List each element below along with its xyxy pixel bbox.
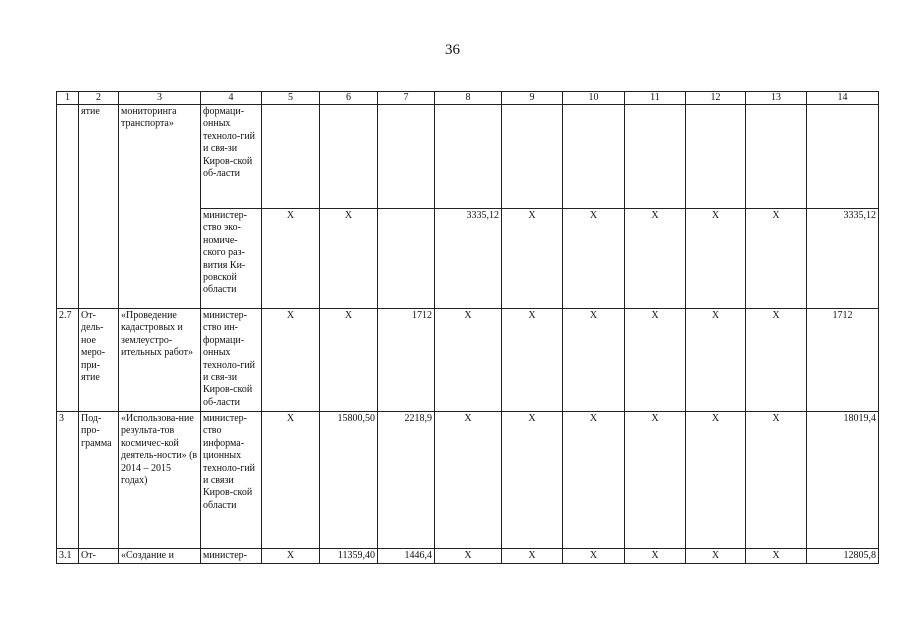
- cell-value: X: [686, 412, 746, 549]
- cell-executor: министер-ство информа-ционных техноло-гий и связи Киров-ской области: [201, 412, 262, 549]
- cell-value: 1712: [378, 309, 435, 412]
- cell-value: [563, 105, 625, 209]
- cell-value: X: [502, 309, 563, 412]
- col-header: 6: [320, 92, 378, 105]
- cell-value: [686, 105, 746, 209]
- col-header: 9: [502, 92, 563, 105]
- cell-value: 1712: [807, 309, 879, 412]
- col-header: 11: [625, 92, 686, 105]
- cell-value: X: [435, 309, 502, 412]
- cell-value: [807, 105, 879, 209]
- cell-value: X: [625, 309, 686, 412]
- col-header: 1: [57, 92, 79, 105]
- cell-value: X: [435, 412, 502, 549]
- table-row: [57, 309, 879, 412]
- cell-value: [320, 105, 378, 209]
- cell-value: [435, 105, 502, 209]
- col-header: 5: [262, 92, 320, 105]
- cell-number: [57, 105, 79, 309]
- cell-name: мониторинга транспорта»: [119, 105, 201, 309]
- cell-value: 11359,40: [320, 549, 378, 564]
- cell-value: X: [502, 549, 563, 564]
- cell-value: X: [746, 209, 807, 309]
- cell-executor: министер-ство эко-номиче-ского раз-вития Ки-ровской области: [201, 209, 262, 309]
- cell-value: X: [746, 412, 807, 549]
- page-number: 36: [445, 42, 460, 58]
- cell-number: 2.7: [57, 309, 79, 412]
- cell-value: [378, 105, 435, 209]
- cell-value: 2218,9: [378, 412, 435, 549]
- cell-value: X: [746, 549, 807, 564]
- cell-type: От-: [79, 549, 119, 564]
- col-header: 8: [435, 92, 502, 105]
- cell-value: X: [563, 309, 625, 412]
- cell-value: [262, 105, 320, 209]
- cell-type: Под-про-грамма: [79, 412, 119, 549]
- table-row: [57, 412, 879, 549]
- col-header: 3: [119, 92, 201, 105]
- col-header: 4: [201, 92, 262, 105]
- cell-value: X: [320, 309, 378, 412]
- cell-value: 15800,50: [320, 412, 378, 549]
- col-header: 10: [563, 92, 625, 105]
- cell-type: От-дель-ное меро-при-ятие: [79, 309, 119, 412]
- table-row: [57, 105, 879, 209]
- cell-value: X: [746, 309, 807, 412]
- cell-value: X: [686, 549, 746, 564]
- cell-value: X: [625, 412, 686, 549]
- cell-value: 12805,8: [807, 549, 879, 564]
- cell-value: X: [625, 209, 686, 309]
- cell-value: X: [502, 412, 563, 549]
- data-table: [56, 91, 879, 564]
- col-header: 13: [746, 92, 807, 105]
- cell-value: X: [563, 209, 625, 309]
- cell-value: X: [686, 309, 746, 412]
- cell-value: X: [435, 549, 502, 564]
- table-row: [57, 549, 879, 564]
- cell-value: X: [686, 209, 746, 309]
- col-header: 2: [79, 92, 119, 105]
- cell-value: X: [320, 209, 378, 309]
- cell-executor: формаци-онных техноло-гий и свя-зи Киров-ской об-ласти: [201, 105, 262, 209]
- cell-number: 3: [57, 412, 79, 549]
- cell-value: 18019,4: [807, 412, 879, 549]
- cell-value: X: [262, 209, 320, 309]
- col-header: 12: [686, 92, 746, 105]
- cell-value: X: [262, 309, 320, 412]
- cell-executor: министер-ство ин-формаци-онных техноло-гий и свя-зи Киров-ской об-ласти: [201, 309, 262, 412]
- cell-value: X: [502, 209, 563, 309]
- col-header: 14: [807, 92, 879, 105]
- cell-value: X: [563, 549, 625, 564]
- cell-value: 3335,12: [435, 209, 502, 309]
- cell-value: X: [625, 549, 686, 564]
- cell-value: [746, 105, 807, 209]
- cell-value: [625, 105, 686, 209]
- cell-number: 3.1: [57, 549, 79, 564]
- cell-value: [502, 105, 563, 209]
- cell-value: 3335,12: [807, 209, 879, 309]
- table-header-row: [57, 92, 879, 105]
- cell-value: X: [262, 549, 320, 564]
- cell-value: 1446,4: [378, 549, 435, 564]
- cell-value: X: [262, 412, 320, 549]
- cell-value: [378, 209, 435, 309]
- cell-name: «Создание и: [119, 549, 201, 564]
- col-header: 7: [378, 92, 435, 105]
- cell-type: ятие: [79, 105, 119, 309]
- cell-executor: министер-: [201, 549, 262, 564]
- cell-value: X: [563, 412, 625, 549]
- cell-name: «Использова-ние результа-тов космичес-кой деятель-ности» (в 2014 – 2015 годах): [119, 412, 201, 549]
- cell-name: «Проведение кадастровых и землеустро-ительных работ»: [119, 309, 201, 412]
